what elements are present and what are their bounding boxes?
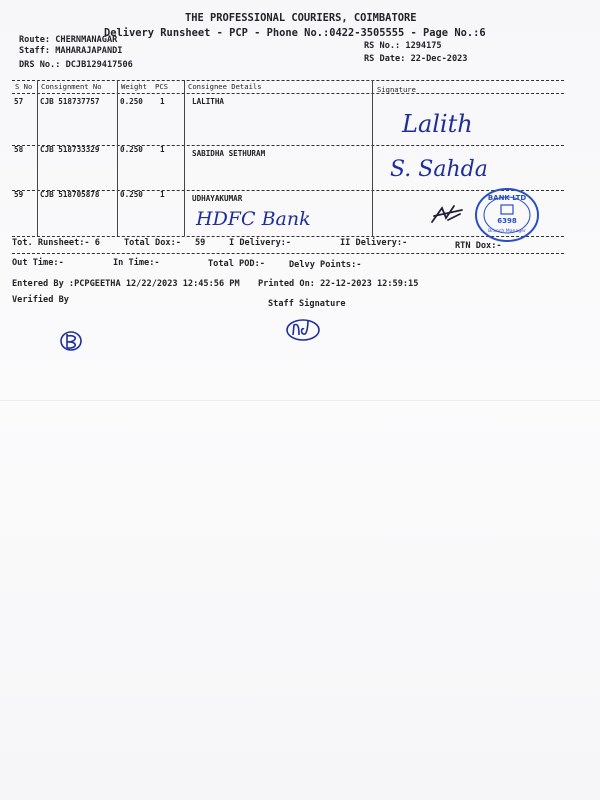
signature-text: Lalith (402, 110, 473, 138)
cell-weight: 0.250 (120, 145, 143, 154)
cell-consignment: CJB 518705878 (40, 190, 100, 199)
stamp-logo-icon (501, 205, 513, 214)
paper-fold (0, 400, 600, 401)
cell-pcs: 1 (160, 97, 165, 106)
drs-number: DRS No.: DCJB129417506 (19, 60, 133, 70)
cell-weight: 0.250 (120, 190, 143, 199)
column-divider (184, 80, 185, 236)
col-header-pcs: PCS (155, 82, 168, 91)
column-divider (372, 80, 373, 236)
rtn-dox: RTN Dox:- (455, 241, 502, 251)
total-dox-value: 59 (195, 238, 206, 248)
cell-consignment: CJB 518737757 (40, 97, 100, 106)
sheet-title: Delivery Runsheet - PCP - Phone No.:0422-3505555 - Page No.:6 (104, 27, 486, 39)
ii-delivery: II Delivery:- (340, 238, 408, 248)
route-label: Route: CHERNMANAGAR (19, 35, 118, 45)
printed-on: Printed On: 22-12-2023 12:59:15 (258, 279, 419, 289)
total-runsheet: Tot. Runsheet:- 6 (12, 238, 100, 248)
cell-sno: 59 (14, 190, 24, 199)
rs-number: RS No.: 1294175 (364, 41, 442, 51)
in-time: In Time:- (113, 258, 160, 268)
out-time: Out Time:- (12, 258, 64, 268)
total-pod: Total POD:- (208, 259, 265, 269)
stamp-code: 6398 (497, 217, 517, 225)
cell-pcs: 1 (160, 190, 165, 199)
cell-consignee: UDHAYAKUMAR (192, 194, 243, 203)
company-title: THE PROFESSIONAL COURIERS, COIMBATORE (185, 12, 417, 24)
cell-consignment: CJB 518733329 (40, 145, 100, 154)
note-text: HDFC Bank (196, 208, 311, 230)
table-header-rule (12, 93, 564, 94)
bank-seal-stamp (473, 186, 541, 244)
handwritten-note-hdfc (194, 203, 334, 233)
delvy-points: Delvy Points:- (289, 260, 362, 270)
cell-weight: 0.250 (120, 97, 143, 106)
signature-scribble (428, 200, 466, 228)
signature-text: S. Sahda (390, 157, 488, 182)
cell-sno: 58 (14, 145, 24, 154)
rs-date: RS Date: 22-Dec-2023 (364, 54, 468, 64)
staff-signature-label: Staff Signature (268, 299, 346, 309)
stamp-bottom-text: Branch Manager (488, 229, 526, 234)
cell-sno: 57 (14, 97, 24, 106)
col-header-weight: Weight (121, 82, 147, 91)
cell-consignee: SABIDHA SETHURAM (192, 149, 266, 158)
cell-consignee: LALITHA (192, 97, 225, 106)
summary-rule (12, 253, 564, 254)
entered-by: Entered By :PCPGEETHA 12/22/2023 12:45:56 PM (12, 279, 240, 289)
column-divider (37, 80, 38, 236)
col-header-signature: Signature (377, 85, 416, 94)
i-delivery: I Delivery:- (229, 238, 292, 248)
verified-by-label: Verified By (12, 295, 69, 305)
table-top-rule (12, 80, 564, 81)
stamp-top-text: BANK LTD (487, 194, 527, 202)
column-divider (117, 80, 118, 236)
staff-label: Staff: MAHARAJAPANDI (19, 46, 123, 56)
col-header-consignment: Consignment No (41, 82, 102, 91)
signature-sahda (388, 148, 488, 186)
signature-lalith (400, 104, 490, 140)
verifier-initials (56, 328, 86, 354)
col-header-sno: S No (15, 82, 33, 91)
col-header-consignee: Consignee Details (188, 82, 262, 91)
total-dox-label: Total Dox:- (124, 238, 181, 248)
cell-pcs: 1 (160, 145, 165, 154)
staff-initials (284, 317, 322, 343)
